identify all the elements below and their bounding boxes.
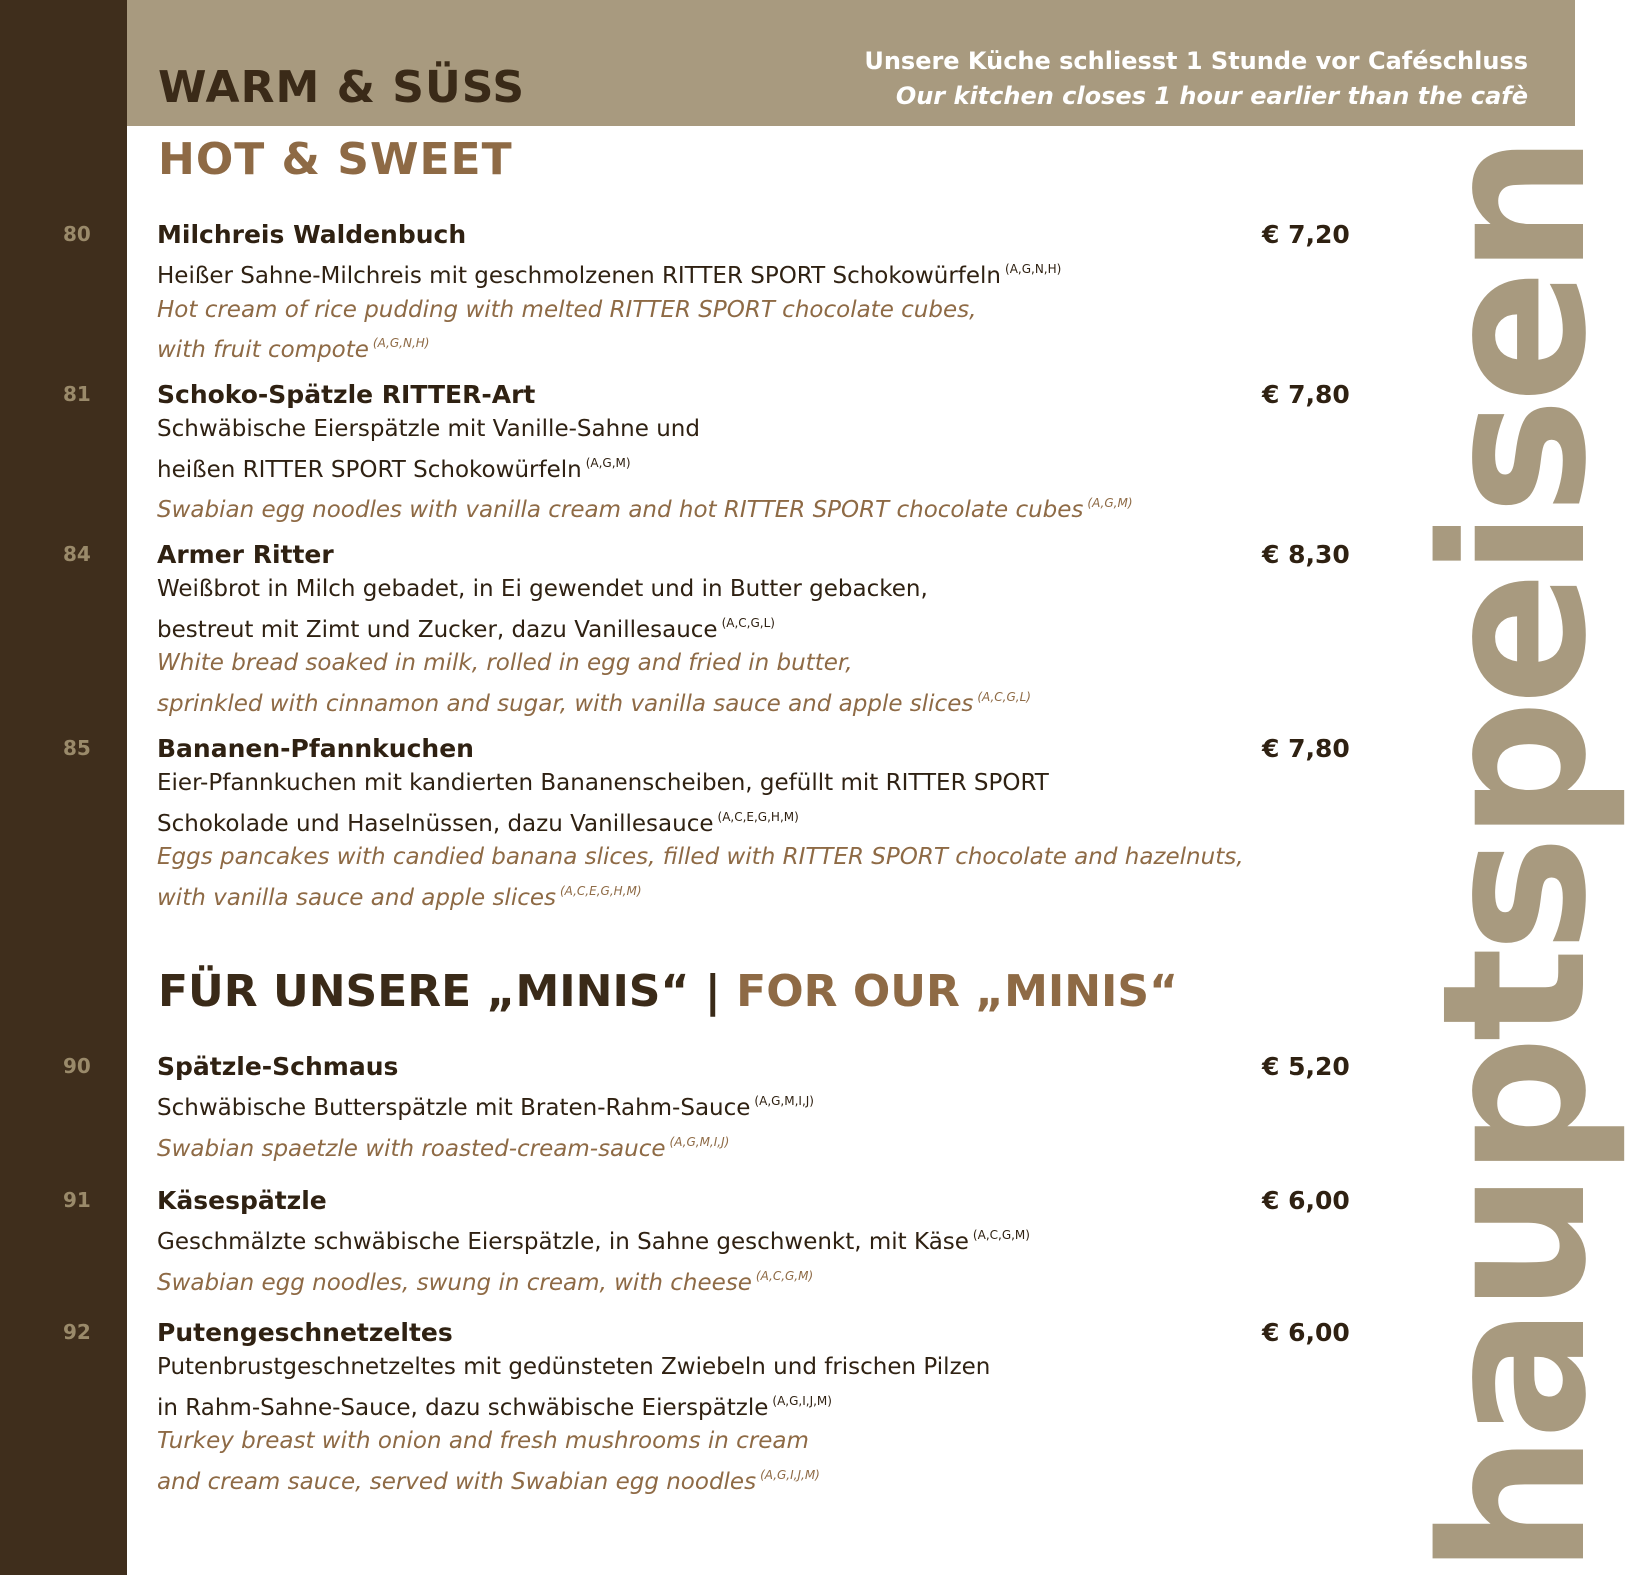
item-name: Milchreis Waldenbuch xyxy=(157,220,467,249)
description-text: Weißbrot in Milch gebadet, in Ei gewendet und in Butter gebacken, xyxy=(157,576,928,602)
description-text: Putenbrustgeschnetzeltes mit gedünsteten Zwiebeln und frischen Pilzen xyxy=(157,1354,991,1380)
item-name: Schoko-Spätzle RITTER-Art xyxy=(157,380,536,409)
item-price: € 6,00 xyxy=(1262,1318,1350,1347)
kitchen-notice-de: Unsere Küche schliesst 1 Stunde vor Caféschluss xyxy=(864,47,1528,75)
description-text: bestreut mit Zimt und Zucker, dazu Vanillesauce xyxy=(157,616,718,643)
kitchen-notice-en: Our kitchen closes 1 hour earlier than the cafè xyxy=(895,82,1528,110)
section-title-de: WARM & SÜSS xyxy=(158,62,526,113)
description-text: Schwäbische Eierspätzle mit Vanille-Sahne und xyxy=(157,416,700,442)
description-line-de xyxy=(157,1219,1030,1260)
description-text: with vanilla sauce and apple slices xyxy=(157,884,556,911)
description-line-de xyxy=(157,253,1061,294)
description-line-en xyxy=(157,327,1061,368)
side-category-word: hauptspeisen xyxy=(1399,140,1630,1575)
description-text: Schwäbische Butterspätzle mit Braten-Rahm-Sauce xyxy=(157,1095,751,1121)
description-text: heißen RITTER SPORT Schokowürfeln xyxy=(157,456,582,483)
description-text: Turkey breast with onion and fresh mushrooms in cream xyxy=(157,1428,809,1454)
description-line-en xyxy=(157,875,1244,916)
description-text: Eggs pancakes with candied banana slices, filled with RITTER SPORT chocolate and hazelnuts, xyxy=(157,844,1244,870)
description-line-en xyxy=(157,681,1031,722)
description-text: Swabian spaetzle with roasted-cream-sauce xyxy=(157,1135,666,1162)
item-number: 81 xyxy=(63,382,91,406)
description-line-de xyxy=(157,1385,990,1426)
description-line-de xyxy=(157,767,1244,801)
description-text: Hot cream of rice pudding with melted RITTER SPORT chocolate cubes, xyxy=(157,296,977,323)
minis-title-de: FÜR UNSERE „MINIS“ xyxy=(158,966,690,1017)
description-line-en xyxy=(157,841,1244,875)
item-description xyxy=(157,1219,1030,1300)
item-price: € 7,20 xyxy=(1262,220,1350,249)
allergen-codes: (A,G,I,J,M) xyxy=(760,1467,820,1482)
item-number: 91 xyxy=(63,1188,91,1212)
description-line-de xyxy=(157,1085,814,1126)
description-line-de xyxy=(157,447,1133,488)
description-line-en xyxy=(157,1260,1030,1301)
item-number: 92 xyxy=(63,1320,91,1344)
description-text: with fruit compote xyxy=(157,337,369,363)
allergen-codes: (A,G,M,I,J) xyxy=(754,1094,814,1108)
description-text: Eier-Pfannkuchen mit kandierten Bananenscheiben, gefüllt mit RITTER SPORT xyxy=(157,770,1049,796)
allergen-codes: (A,C,G,M) xyxy=(755,1268,814,1283)
allergen-codes: (A,C,E,G,H,M) xyxy=(560,883,642,898)
item-name: Putengeschnetzeltes xyxy=(157,1318,453,1347)
allergen-codes: (A,C,G,L) xyxy=(721,615,775,630)
allergen-codes: (A,G,M) xyxy=(585,455,631,470)
item-price: € 8,30 xyxy=(1262,540,1350,569)
item-number: 80 xyxy=(63,222,91,246)
allergen-codes: (A,C,E,G,H,M) xyxy=(717,809,799,824)
allergen-codes: (A,G,M,I,J) xyxy=(669,1134,730,1149)
minis-title-en: FOR OUR „MINIS“ xyxy=(736,966,1179,1017)
description-text: in Rahm-Sahne-Sauce, dazu schwäbische Eierspätzle xyxy=(157,1394,769,1421)
description-text: Schokolade und Haselnüssen, dazu Vanillesauce xyxy=(157,810,714,837)
description-line-en xyxy=(157,647,1031,681)
description-line-en xyxy=(157,487,1133,528)
item-number: 84 xyxy=(63,542,91,566)
description-line-en xyxy=(157,1459,990,1500)
item-description xyxy=(157,767,1244,915)
description-line-de xyxy=(157,413,1133,447)
description-text: Swabian egg noodles with vanilla cream and hot RITTER SPORT chocolate cubes xyxy=(157,497,1084,523)
item-description xyxy=(157,413,1133,528)
item-description xyxy=(157,253,1061,368)
allergen-codes: (A,G,I,J,M) xyxy=(772,1393,832,1408)
item-name: Käsespätzle xyxy=(157,1186,327,1215)
item-name: Bananen-Pfannkuchen xyxy=(157,734,474,763)
description-text: Geschmälzte schwäbische Eierspätzle, in Sahne geschwenkt, mit Käse xyxy=(157,1229,969,1255)
description-line-de xyxy=(157,801,1244,842)
description-text: Heißer Sahne-Milchreis mit geschmolzenen RITTER SPORT Schokowürfeln xyxy=(157,263,1002,289)
section-title-en: HOT & SWEET xyxy=(158,134,513,185)
item-name: Spätzle-Schmaus xyxy=(157,1052,399,1081)
allergen-codes: (A,G,M) xyxy=(1087,496,1133,510)
minis-title-separator: | xyxy=(704,966,721,1017)
item-number: 90 xyxy=(63,1054,91,1078)
minis-section-title xyxy=(158,966,1178,1017)
description-line-en xyxy=(157,1126,814,1167)
item-number: 85 xyxy=(63,736,91,760)
description-text: White bread soaked in milk, rolled in egg and fried in butter, xyxy=(157,650,853,676)
item-description xyxy=(157,573,1031,721)
allergen-codes: (A,G,N,H) xyxy=(1005,262,1062,276)
description-text: and cream sauce, served with Swabian egg noodles xyxy=(157,1468,757,1495)
description-text: sprinkled with cinnamon and sugar, with vanilla sauce and apple slices xyxy=(157,690,974,717)
item-price: € 5,20 xyxy=(1262,1052,1350,1081)
item-name: Armer Ritter xyxy=(157,540,334,569)
description-line-de xyxy=(157,573,1031,607)
kitchen-notice xyxy=(864,44,1528,114)
description-text: Swabian egg noodles, swung in cream, with cheese xyxy=(157,1269,752,1296)
item-price: € 7,80 xyxy=(1262,734,1350,763)
allergen-codes: (A,C,G,L) xyxy=(977,689,1031,704)
description-line-de xyxy=(157,1351,990,1385)
item-description xyxy=(157,1351,990,1499)
description-line-de xyxy=(157,607,1031,648)
item-price: € 6,00 xyxy=(1262,1186,1350,1215)
item-price: € 7,80 xyxy=(1262,380,1350,409)
description-line-en xyxy=(157,1425,990,1459)
allergen-codes: (A,G,N,H) xyxy=(372,336,430,350)
allergen-codes: (A,C,G,M) xyxy=(972,1228,1030,1242)
description-line-en xyxy=(157,294,1061,328)
item-description xyxy=(157,1085,814,1166)
